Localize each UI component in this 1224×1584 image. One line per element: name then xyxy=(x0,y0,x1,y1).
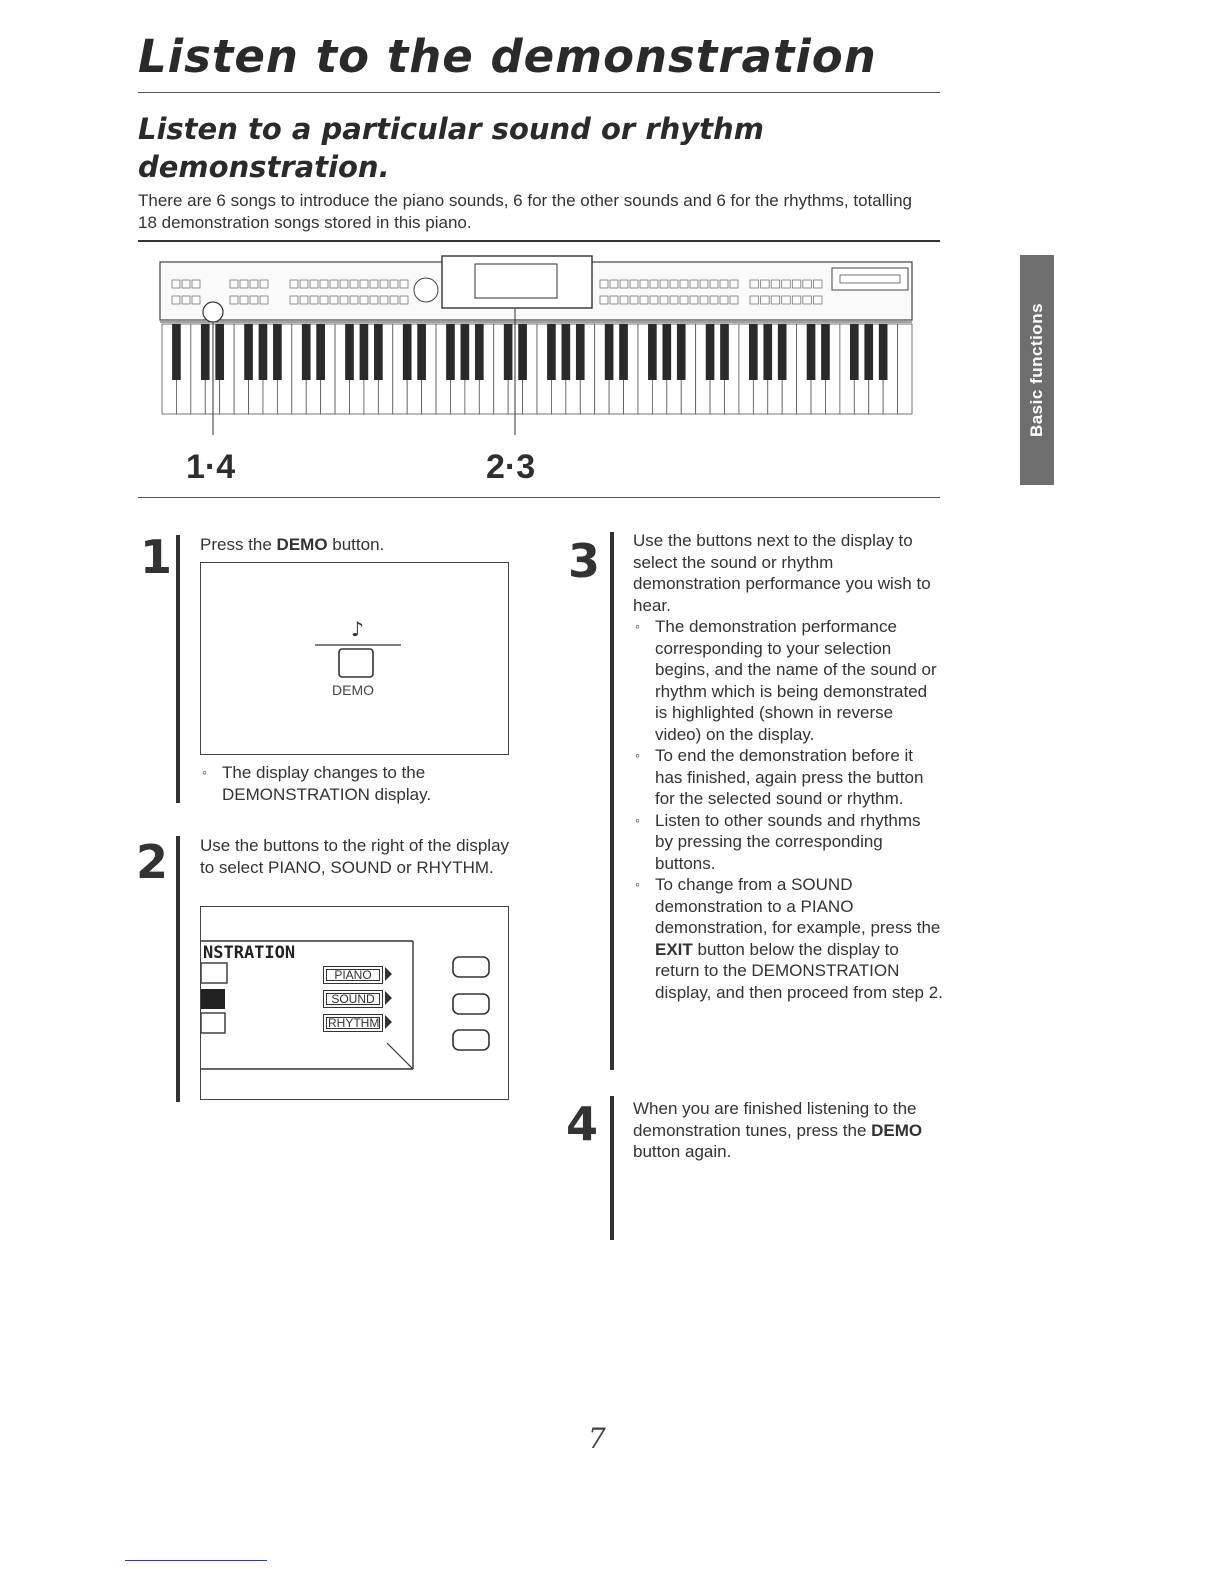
step-2-number: 2 xyxy=(136,835,169,889)
footer-line xyxy=(125,1560,267,1561)
demo-button-shape xyxy=(339,649,373,677)
piano-keys xyxy=(162,324,912,414)
demo-button-callout-circle xyxy=(203,302,223,322)
step-1-figure xyxy=(200,562,509,755)
step-3-bar xyxy=(610,532,614,1070)
step-3-number: 3 xyxy=(568,534,601,588)
side-tab-basic-functions xyxy=(1020,255,1054,485)
step-3-bullet-2: ◦ To end the demonstration before it has finished, again press the button for the selected sound or rhythm. xyxy=(633,745,943,810)
lcd-title: NSTRATION xyxy=(203,943,296,963)
step-1-bar xyxy=(176,535,180,803)
section-subtitle xyxy=(138,110,898,186)
side-button-1-icon xyxy=(453,957,489,977)
title-rule xyxy=(138,92,940,93)
subtitle-line-1: Listen to a particular sound or rhythm xyxy=(138,112,764,146)
page-title: Listen to the demonstration xyxy=(138,30,877,83)
music-note-icon: ♪ xyxy=(351,617,364,641)
step-4-text: When you are finished listening to the demonstration tunes, press the DEMO button again. xyxy=(633,1099,923,1161)
control-panel xyxy=(160,256,912,322)
intro-paragraph: There are 6 songs to introduce the piano sounds, 6 for the other sounds and 6 for the rhythms, totalling 18 demonstration songs stored in this piano. xyxy=(138,191,912,232)
step-3-bullet-1: ◦ The demonstration performance corresponding to your selection begins, and the name of the sound or rhythm which is being demonstrated is highlighted (shown in reverse video) on the display. xyxy=(633,616,943,745)
lcd-item-sound: SOUND xyxy=(323,990,383,1008)
keyboard-illustration xyxy=(150,250,940,450)
page-number: 7 xyxy=(588,1422,606,1455)
step-3-bullet-4: ◦ To change from a SOUND demonstration to a PIANO demonstration, for example, press the EXIT button below the display to return to the DEMONSTRATION display, and then proceed from step 2. xyxy=(633,874,943,1003)
step-3-bullet-3: ◦ Listen to other sounds and rhythms by pressing the corresponding buttons. xyxy=(633,810,943,875)
diagram-rule xyxy=(138,497,940,498)
step-4-bar xyxy=(610,1096,614,1240)
step-2-bar xyxy=(176,836,180,1102)
step-2-figure xyxy=(200,906,509,1100)
side-tab-label: Basic functions xyxy=(1027,302,1046,438)
step-4-number: 4 xyxy=(566,1097,599,1151)
side-button-3-icon xyxy=(453,1030,489,1050)
callout-label-2-3: 2·3 xyxy=(486,448,536,486)
subtitle-line-2: demonstration. xyxy=(138,150,390,184)
step-1-bullet: ◦ The display changes to the DEMONSTRATION display. xyxy=(200,762,500,805)
step-1-bullets xyxy=(200,762,500,805)
intro-rule xyxy=(138,240,940,242)
lcd-item-rhythm: RHYTHM xyxy=(323,1014,383,1032)
step-1-number: 1 xyxy=(140,530,173,584)
step-3-text: Use the buttons next to the display to select the sound or rhythm demonstration performance you wish to hear. xyxy=(633,531,931,615)
demo-button-label: DEMO xyxy=(332,682,374,698)
side-button-2-icon xyxy=(453,994,489,1014)
callout-label-1-4: 1·4 xyxy=(186,448,236,486)
step-3-bullets xyxy=(633,616,943,1003)
step-2-text: Use the buttons to the right of the display to select PIANO, SOUND or RHYTHM. xyxy=(200,836,510,877)
step-1-text: Press the DEMO button. xyxy=(200,535,385,554)
lcd-item-piano: PIANO xyxy=(323,966,383,984)
